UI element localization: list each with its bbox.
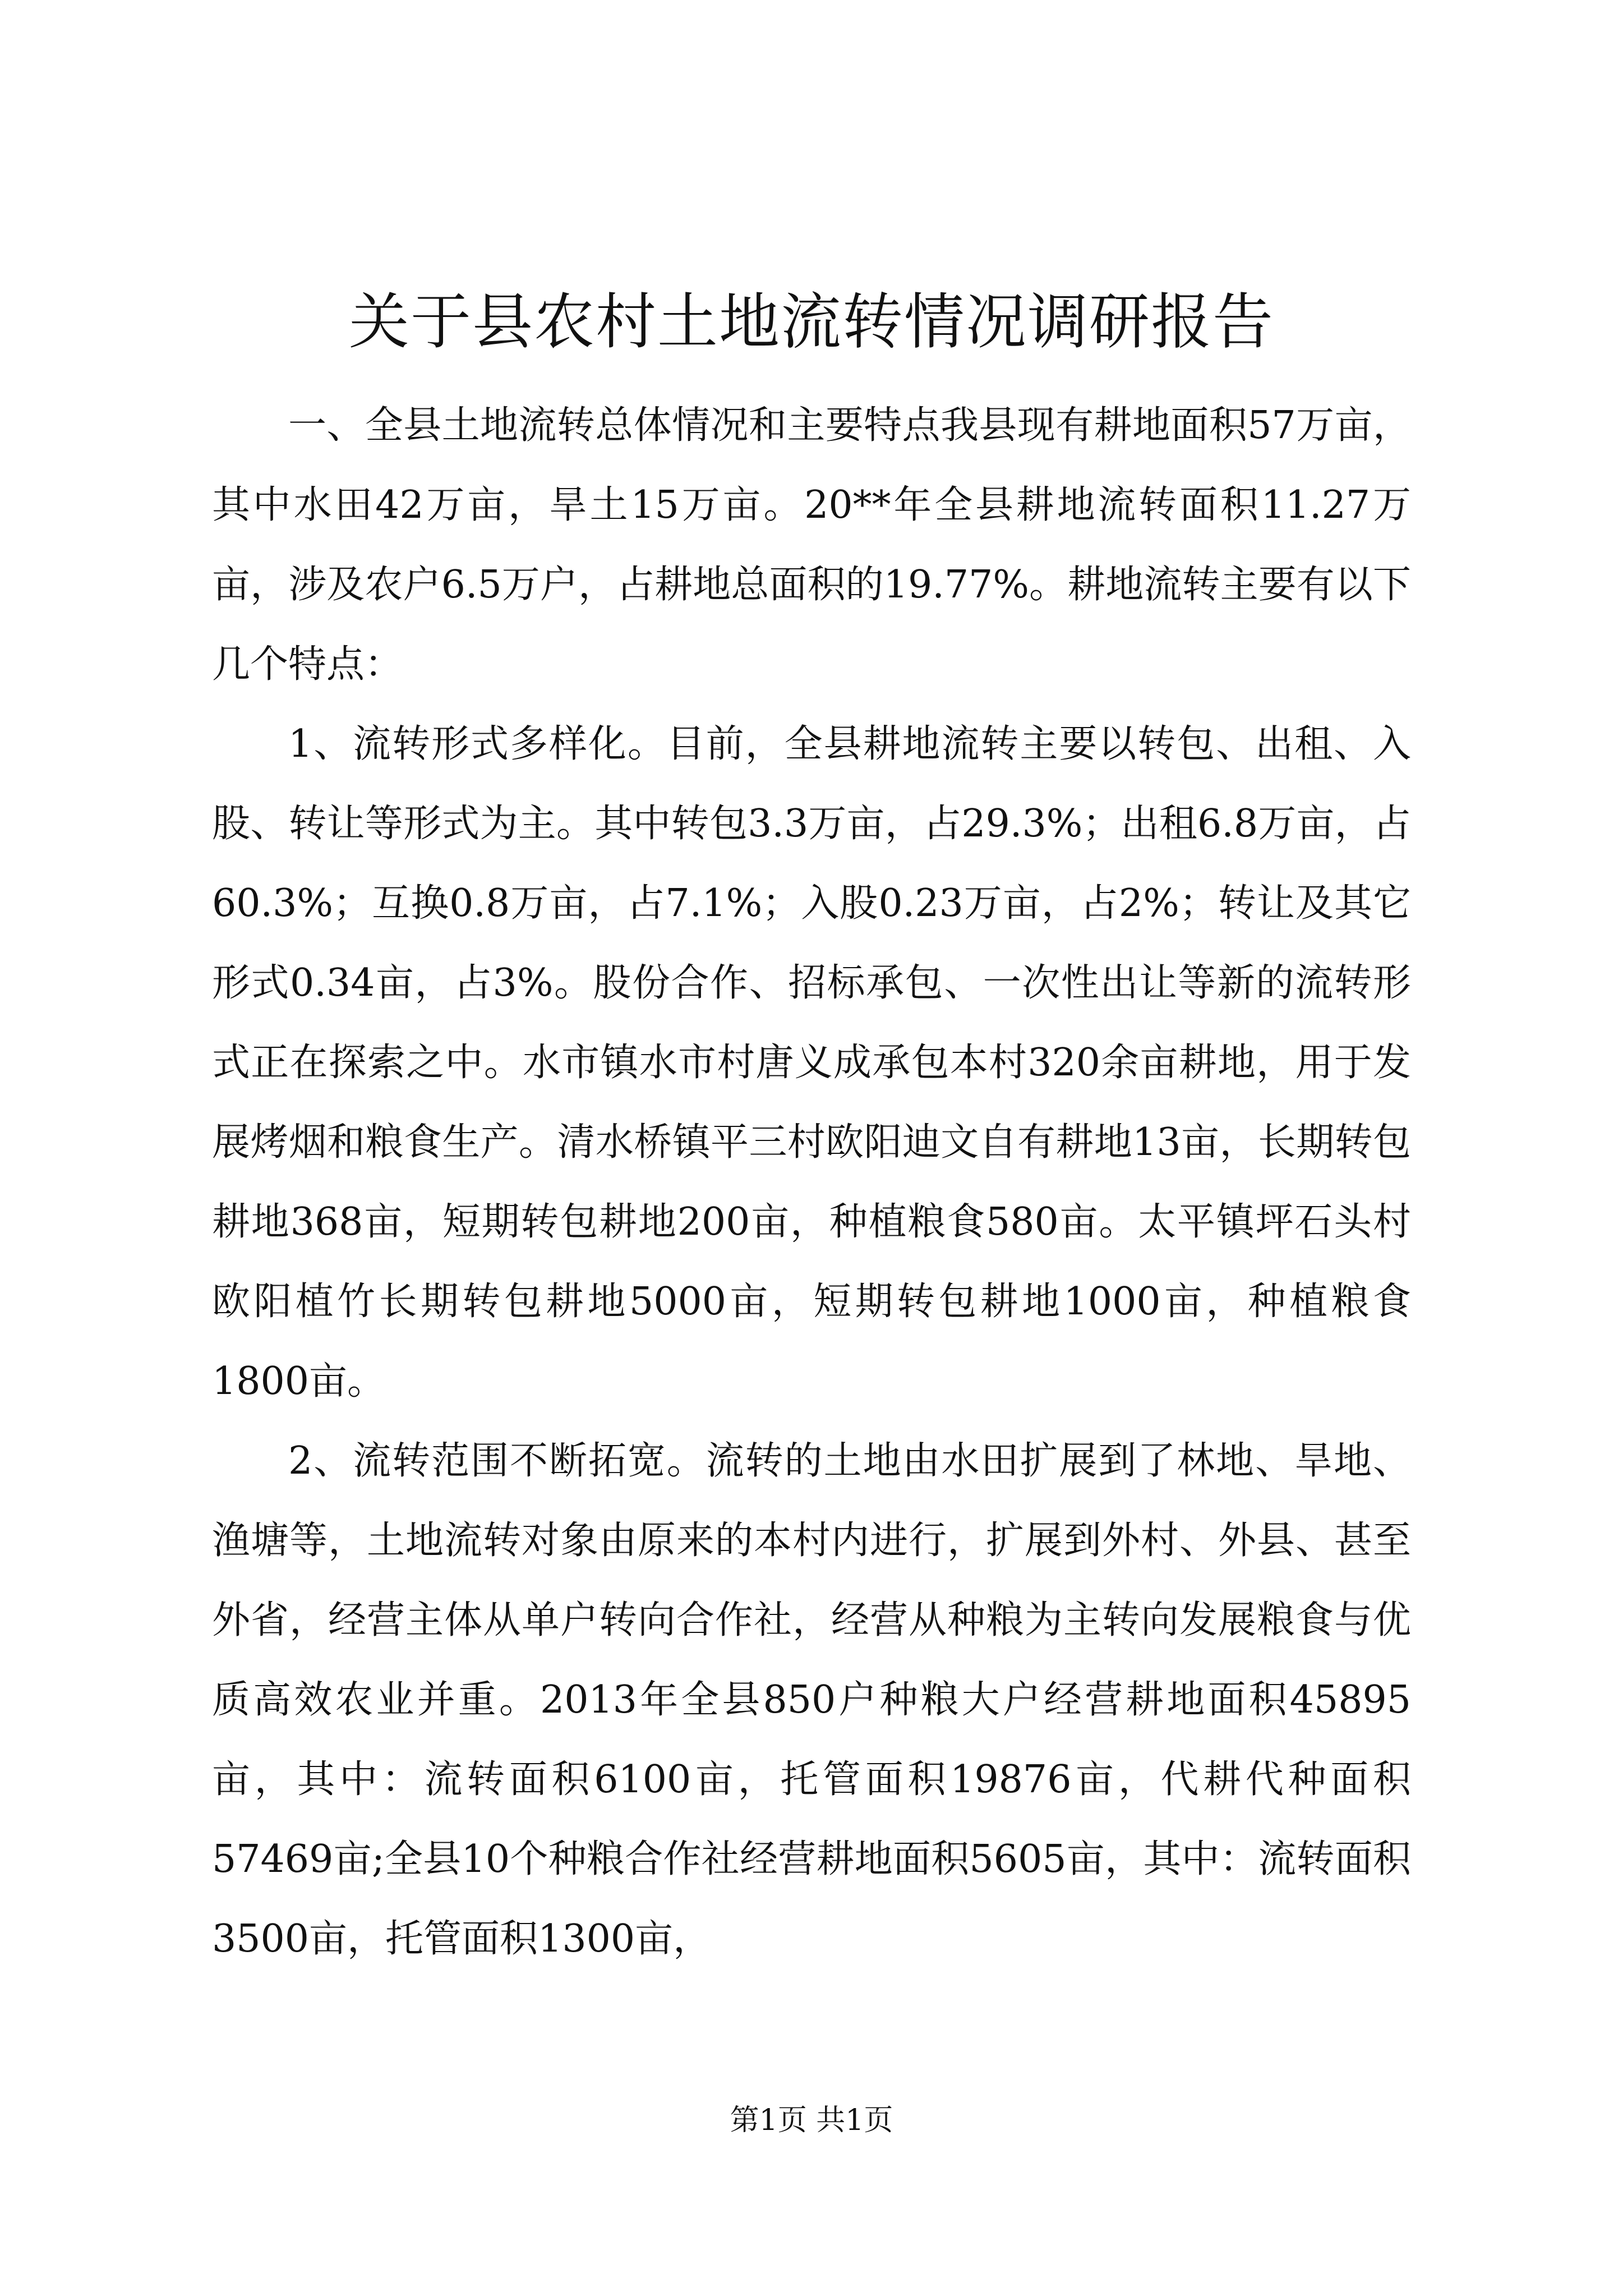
page-footer xyxy=(0,2101,1623,2140)
paragraph-point-1: 1、流转形式多样化。目前，全县耕地流转主要以转包、出租、入股、转让等形式为主。其中转包3.3万亩，占29.3%；出租6.8万亩，占60.3%；互换0.8万亩，占7.1%；入股0.23万亩，占2%；转让及其它形式0.34亩，占3%。股份合作、招标承包、一次性出让等新的流转形式正在探索之中。水市镇水市村唐义成承包本村320余亩耕地，用于发展烤烟和粮食生产。清水桥镇平三村欧阳迪文自有耕地13亩，长期转包耕地368亩，短期转包耕地200亩，种植粮食580亩。太平镇坪石头村欧阳植竹长期转包耕地5000亩，短期转包耕地1000亩，种植粮食1800亩。 xyxy=(212,722,1411,1404)
paragraph-point-2: 2、流转范围不断拓宽。流转的土地由水田扩展到了林地、旱地、渔塘等，土地流转对象由原来的本村内进行，扩展到外村、外县、甚至外省，经营主体从单户转向合作社，经营从种粮为主转向发展粮食与优质高效农业并重。2013年全县850户种粮大户经营耕地面积45895亩，其中：流转面积6100亩，托管面积19876亩，代耕代种面积57469亩;全县10个种粮合作社经营耕地面积5605亩，其中：流转面积3500亩，托管面积1300亩， xyxy=(212,1439,1411,1961)
paragraph-overview: 一、全县土地流转总体情况和主要特点我县现有耕地面积57万亩，其中水田42万亩，旱土15万亩。20**年全县耕地流转面积11.27万亩，涉及农户6.5万户，占耕地总面积的19.77%。耕地流转主要有以下几个特点： xyxy=(212,403,1411,687)
page-number-label: 第1页 共1页 xyxy=(730,2104,893,2137)
document-body xyxy=(212,386,1411,1979)
document-title: 关于县农村土地流转情况调研报告 xyxy=(348,287,1274,357)
